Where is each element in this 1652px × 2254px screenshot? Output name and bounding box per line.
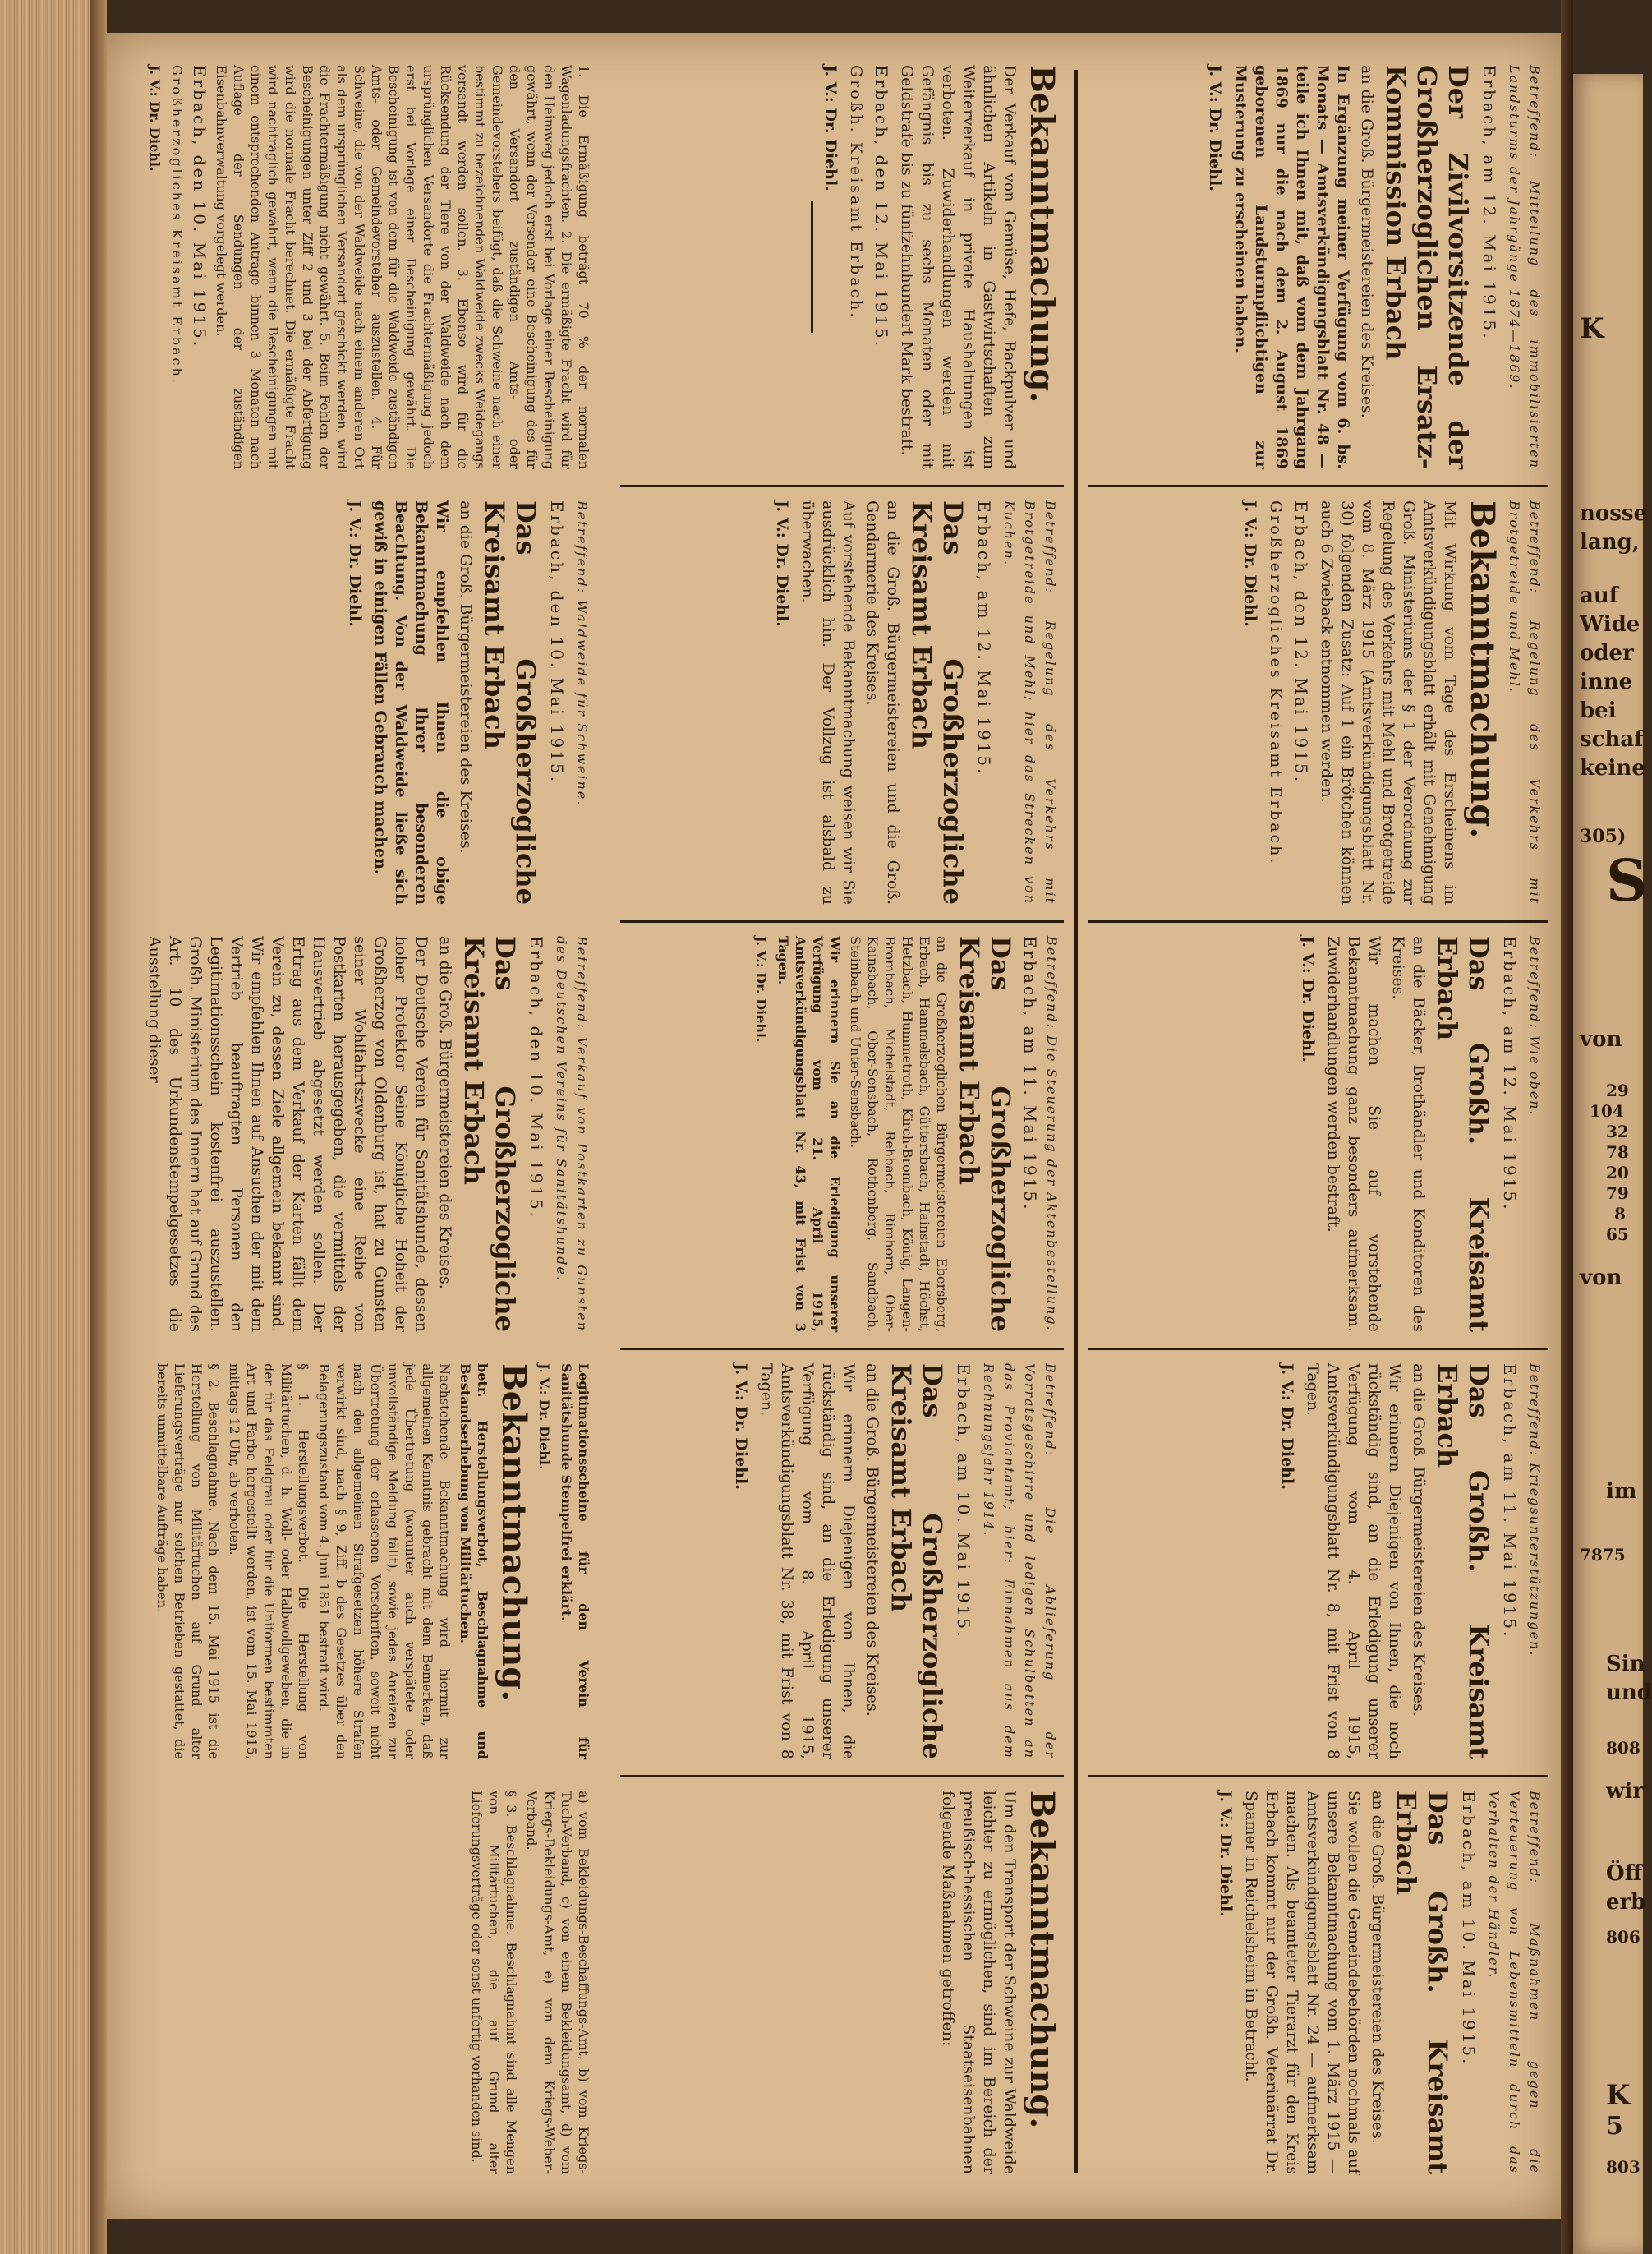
notice-baecker: [1291, 924, 1548, 1344]
place-date: Erbach, den 12. Mai 1915.: [1291, 500, 1311, 785]
column-rule: [1088, 920, 1548, 923]
notice-aktenbestellung: [746, 924, 1064, 1344]
page-fragment: 79: [1606, 1183, 1629, 1203]
page-fragment: 808: [1606, 1738, 1640, 1758]
page-seam: [1561, 0, 1573, 2254]
page-fragment: 8: [1614, 1204, 1626, 1224]
notice-heading: Bekanntmachung.: [1023, 1791, 1061, 2129]
list-text: a) vom Bekleidungs-Beschaffungs-Amt, b) vom Kriegs-Tuch-Verband, c) von einem Bekleidungsamt, d) vom Kriegs-Bekleidungs-Amt, e) von dem Kriegs-Weber-Verband.: [524, 1791, 591, 2174]
notice-heading: Das Großherzogliche Kreisamt Erbach: [458, 936, 521, 1332]
page-fragment: erb: [1606, 1890, 1646, 1915]
betreff-text: Betreffend: Maßnahmen gegen die Verteuerung von Lebensmitteln durch das Verhalten der Händler.: [1486, 1791, 1543, 2174]
page-fragment: K: [1580, 312, 1604, 345]
notice-body: Auf vorstehende Bekanntmachung weisen wir Sie ausdrücklich hin. Der Vollzug ist alsbald zu überwachen.: [798, 500, 858, 905]
place-date: Erbach, am 11. Mai 1915.: [1020, 936, 1040, 1212]
notice-body: Der Verkauf von Gemüse, Hefe, Backpulver und ähnlichen Artikeln in Gastwirtschaften zum Weiterverkauf in private Haushaltungen ist verboten. Zuwiderhandlungen werden mit Gefängnis bis zu sechs Monaten oder mit Geldstrafe bis zu fünfzehnhundert Mark bestraft.: [898, 65, 1019, 469]
notice-heading: Bekanntmachung.: [1463, 500, 1502, 839]
notice-body: Sie wollen die Gemeindebehörden nochmals auf unsere Bekanntmachung vom 1. März 1915 — Amtsverkündigungsblatt Nr. 24 — aufmerksam machen. Als beamteter Tierarzt für den Kreis Erbach kommt nur der Großh. Veterinärrat Dr. Spamer in Reichelsheim in Betracht.: [1242, 1791, 1363, 2174]
middle-band: [612, 53, 1072, 2190]
bottom-band: [144, 53, 604, 2190]
notice-body: Der Deutsche Verein für Sanitätshunde, dessen hoher Protektor Seine Königliche Hoheit der Großherzog von Oldenburg ist, hat zu Gunsten seiner Wohlfahrtszwecke eine Reihe von Postkarten herausgegeben, die vermittels der Hausvertrieb abgesetzt werden sollen. Der Ertrag aus dem Verkauf der Karten fällt dem Verein zu, dessen Ziele allgemein bekannt sind. Wir empfehlen Ihnen auf Ansuchen der mit dem Vertrieb beauftragten Personen den Legitimationsschein kostenfrei auszustellen. Großh. Ministerium des Innern hat auf Grund des Art. 10 des Urkundenstempelgesetzes die Ausstellung dieser: [145, 936, 430, 1332]
notice-sanitaetshunde: [137, 924, 596, 1344]
betreff-text: Betreffend: Die Ablieferung der Vorratsgeschirre und ledigen Schulbetten an das Proviantamt; hier: Einnahmen aus dem Rechnungsjahr 1914.: [981, 1363, 1058, 1759]
notice-body: Wir erinnern Sie an die Erledigung unserer Verfügung vom 21. April 1915, Amtsverkündigungsblatt Nr. 43, mit Frist von 3 Tagen.: [775, 936, 843, 1332]
page-fragment: wir: [1606, 1779, 1644, 1804]
notice-heading: Das Großherzogliche Kreisamt Erbach: [479, 500, 541, 905]
place-date: Erbach, den 10. Mai 1915.: [527, 936, 546, 1220]
signature: J. V.: Dr. Diehl.: [536, 1363, 552, 1470]
page-fragment: und: [1606, 1680, 1652, 1705]
notice-body: Um den Transport der Schweine zur Waldweide leichter zu ermöglichen, sind im Bereich der preußisch-hessischen Staatseisenbahnen folgende Maßnahmen getroffen:: [939, 1791, 1019, 2174]
notice-militaertuche-cont: [462, 1779, 596, 2186]
page-fragment: 806: [1606, 1927, 1640, 1947]
notice-heading: Bekanntmachung.: [1023, 65, 1061, 403]
signature: J. V.: Dr. Diehl.: [1217, 1791, 1235, 1917]
addressee: an die Groß. Bürgermeistereien des Kreises.: [1358, 65, 1376, 418]
addressee: an die Groß. Bürgermeistereien des Kreises.: [1369, 1791, 1387, 2144]
page-fragment: 5: [1606, 2112, 1623, 2141]
notice-landsturm: [1198, 53, 1548, 481]
addressee: an die Groß. Bürgermeistereien und die Groß. Gendarmerie des Kreises.: [863, 500, 902, 905]
betreff-text: Betreffend: Mitteilung des immobilisierten Landsturms der Jahrgänge 1874—1869.: [1507, 65, 1543, 469]
notice-body: Mit Wirkung vom Tage des Erscheinens im Amtsverkündigungsblatt erhält mit Genehmigung Groß. Ministeriums der § 1 der Verordnung zur Regelung des Verkehrs mit Mehl und Brotgetreide vom 8. März 1915 (Amtsverkündigungsblatt Nr. 30) folgenden Zusatz: Auf 1 ein Brötchen können auch 6 Zwieback entnommen werden.: [1318, 500, 1459, 905]
page-fragment: Sin: [1606, 1652, 1645, 1676]
addressee: an die Groß. Bürgermeistereien des Kreises.: [1410, 1363, 1428, 1717]
notice-body: Wir machen Sie auf vorstehende Bekanntmachung ganz besonders aufmerksam. Zuwiderhandlungen werden bestraft.: [1324, 936, 1383, 1332]
page-fragment: 7875: [1580, 1545, 1626, 1565]
signature: J. V.: Dr. Diehl.: [753, 936, 769, 1043]
notice-militaertuche: [147, 1352, 596, 1771]
short-divider: [811, 201, 813, 333]
notice-heading: Das Großherzogliche Kreisamt Erbach: [906, 500, 969, 905]
notice-frachtermaessigung: [140, 53, 596, 481]
page-fragment: schaf: [1580, 727, 1644, 752]
page-fragment: oder: [1580, 641, 1634, 666]
page-fragment: S: [1606, 846, 1648, 915]
place-date: Erbach, am 12. Mai 1915.: [1479, 65, 1499, 341]
page-fragment: bei: [1580, 698, 1617, 723]
book-page-edges: [0, 0, 90, 2254]
column-rule: [620, 1775, 1064, 1777]
addressee: an die Bäcker, Brothändler und Konditoren des Kreises.: [1389, 936, 1428, 1332]
place-date: Erbach, am 11. Mai 1915.: [1500, 1363, 1520, 1639]
notice-vorratsgeschirre: [724, 1352, 1064, 1771]
column-rule: [620, 1348, 1064, 1350]
adjacent-page: [1573, 74, 1652, 2254]
signature: J. V.: Dr. Diehl.: [346, 500, 364, 627]
page-fragment: von: [1580, 1265, 1622, 1290]
notice-heading: Der Zivilvorsitzende der Großherzoglichen Ersatz-Kommission Erbach: [1380, 65, 1474, 469]
column-rule: [1088, 1775, 1548, 1777]
newspaper-page: [107, 33, 1561, 2219]
place-date: Erbach, den 12. Mai 1915.: [872, 65, 891, 349]
signature: J. V.: Dr. Diehl.: [147, 65, 163, 172]
notice-waldweide: [338, 489, 596, 916]
book-gutter: [90, 0, 107, 2254]
betreff-text: Betreffend: Waldweide für Schweine.: [574, 500, 590, 807]
page-fragment: 803: [1606, 2157, 1640, 2177]
betreff-text: Betreffend: Regelung des Verkehrs mit Brotgetreide und Mehl.: [1507, 500, 1543, 905]
column-rule: [620, 920, 1064, 923]
notice-body: Wir erinnern Diejenigen von Ihnen, die rückständig sind, an die Erledigung unserer Verfügung vom 8. April 1915, Amtsverkündigungsblatt Nr. 38, mit Frist von 8 Tagen.: [757, 1363, 858, 1759]
page-fragment: im: [1606, 1479, 1637, 1504]
addressee: an die Groß. Bürgermeistereien des Kreises.: [863, 1363, 881, 1717]
paragraph-3: § 3. Beschlagnahme. Beschlagnahmt sind alle Mengen von Militärtuchen, die auf Grund alter Lieferungsverträge oder sonst unfertig vorhanden sind.: [469, 1791, 519, 2174]
notice-kuchen: [765, 489, 1064, 916]
column-rule: [1088, 485, 1548, 487]
top-band: [1080, 53, 1557, 2190]
paragraph-1: § 1. Herstellungsverbot. Die Herstellung von Militärtuchen, d. h. Woll- oder Halbwollgeweben, die in der für das Feldgrau oder für die Uniformen bestimmten Art und Farbe hergestellt werden, ist vom 15. Mai 1915, mittags 12 Uhr, ab verboten.: [227, 1363, 311, 1759]
page-fragment: K: [1606, 2079, 1631, 2112]
betreff-text: Betreffend: Regelung des Verkehrs mit Brotgetreide und Mehl; hier das Strecken von Kuchen.: [1001, 500, 1058, 905]
notice-schweine-transport: [931, 1779, 1064, 2186]
page-fragment: lang,: [1580, 530, 1640, 555]
page-fragment: 20: [1606, 1163, 1629, 1182]
authority: Großherzogliches Kreisamt Erbach.: [169, 65, 185, 385]
betreff-text: Betreffend: Wie oben.: [1527, 936, 1543, 1117]
page-fragment: von: [1580, 1027, 1622, 1052]
authority: Großherzogliches Kreisamt Erbach.: [1267, 500, 1285, 866]
notice-kriegsunterstuetzung: [1270, 1352, 1548, 1771]
notice-body: Nachstehende Bekanntmachung wird hiermit zur allgemeinen Kenntnis gebracht mit dem Bemerken, daß jede Übertretung (worunter auch verspätete oder unvollständige Meldung fällt), sowie jedes Anreizen zur Übertretung der erlassenen Vorschriften, soweit nicht nach den allgemeinen Strafgesetzen höhere Strafen verwirkt sind, nach § 9, Ziff. b des Gesetzes über den Belagerungszustand vom 4. Juni 1851 bestraft wird.: [316, 1363, 453, 1759]
paragraph-2: § 2. Beschlagnahme. Nach dem 15. Mai 1915 ist die Herstellung von Militärtuchen auf Grund alter Lieferungsverträge nur solchen Betrieben gestattet, die bereits unmittelbare Aufträge haben.: [154, 1363, 222, 1759]
place-date: Erbach, den 10. Mai 1915.: [190, 65, 209, 349]
notice-heading: Das Großh. Kreisamt Erbach: [1432, 1363, 1494, 1759]
page-fragment: 65: [1606, 1224, 1629, 1244]
notice-heading: Das Großherzogliche Kreisamt Erbach: [886, 1363, 948, 1759]
betreff-text: Betreffend: Verkauf von Postkarten zu Gunsten des Deutschen Vereins für Sanitätshunde.: [554, 936, 590, 1332]
betreff-text: Betreffend: Die Steuerung der Aktenbestellung.: [1044, 936, 1060, 1332]
column-rule: [620, 485, 1064, 487]
page-fragment: 29: [1606, 1081, 1629, 1100]
band-gap: [606, 70, 610, 2173]
betreff-text: Betreffend: Kriegsunterstützungen.: [1527, 1363, 1543, 1657]
page-fragment: 78: [1606, 1142, 1629, 1162]
notice-heading: Das Großh. Kreisamt Erbach: [1432, 936, 1494, 1332]
notice-body: Wir erinnern Diejenigen von Ihnen, die noch rückständig sind, an die Erledigung unserer Verfügung vom 4. April 1915, Amtsverkündigungsblatt Nr. 8, mit Frist von 8 Tagen.: [1304, 1363, 1404, 1759]
page-fragment: inne: [1580, 670, 1633, 694]
notice-heading: Bekanntmachung.: [495, 1363, 533, 1702]
column-rule: [1088, 1348, 1548, 1350]
page-fragment: Öff: [1606, 1861, 1642, 1886]
page-fragment: 305): [1580, 826, 1627, 847]
band-divider: [1074, 70, 1078, 2173]
notice-heading: Das Großherzogliche Kreisamt Erbach: [954, 936, 1016, 1332]
page-fragment: Wide: [1580, 612, 1640, 637]
place-date: Erbach, am 12. Mai 1915.: [974, 500, 994, 777]
place-date: Erbach, am 10. Mai 1915.: [1459, 1791, 1479, 2067]
addressee: an die Groß. Bürgermeistereien des Kreises.: [457, 500, 475, 854]
page-fragment: nosse: [1580, 501, 1648, 526]
notice-gastwirtschaften: [801, 53, 1064, 481]
notice-subheading: betr. Herstellungsverbot, Beschlagnahme und Bestandserhebung von Militärtuchen.: [458, 1363, 490, 1759]
notice-body: Legitimationsscheine für den Verein für Sanitätshunde Stempelfrei erklärt.: [559, 1363, 591, 1759]
page-fragment: 104: [1590, 1101, 1624, 1121]
signature: J. V.: Dr. Diehl.: [1206, 65, 1224, 191]
place-date: Erbach, am 12. Mai 1915.: [1500, 936, 1520, 1212]
notice-items: 1. Die Ermäßigung beträgt 70 % der normalen Wagenladungsfrachten. 2. Die ermäßigte Fracht wird für den Heimweg jedoch erst bei Vorlage einer Bescheinigung gewährt, wenn der Versender eine Bescheinigung des für den Versandort zuständigen Amts- oder Gemeindevorstehers beifügt, daß die Schweine nach einer bestimmt zu bezeichnenden Waldweide zwecks Weidegangs versandt werden sollen. 3. Ebenso wird für die Rücksendung der Tiere von der Waldweide nach dem ursprünglichen Versandorte die Frachtermäßigung jedoch erst bei Vorlage einer Bescheinigung gewährt. Die Bescheinigung ist von dem für die Waldweide zuständigen Amts- oder Gemeindevorsteher auszustellen. 4. Für Schweine, die von der Waldweide nach einem anderen Ort als dem ursprünglichen Versandort geschickt werden, wird die Frachtermäßigung nicht gewährt. 5. Beim Fehlen der Bescheinigungen unter Ziff 2 und 3 bei der Abfertigung wird die normale Fracht berechnet. Die ermäßigte Fracht wird nachträglich gewährt, wenn die Bescheinigungen mit einem entsprechenden Antrage binnen 3 Monaten nach Auflage der Sendungen der zuständigen Eisenbahnverwaltung vorgelegt werden.: [214, 65, 591, 469]
notice-brotgetreide: [1233, 489, 1548, 916]
notice-heading: Das Großh. Kreisamt Erbach: [1391, 1791, 1453, 2174]
place-date: Erbach, am 10. Mai 1915.: [954, 1363, 973, 1639]
signature: J. V.: Dr. Diehl.: [732, 1363, 750, 1490]
signature: J. V.: Dr. Diehl.: [821, 65, 840, 191]
addressee: an die Großherzoglichen Bürgermeistereien Ebersberg, Erbach, Hammelsbach, Güttersbach, Hainstadt, Höchst, Hetzbach, Hummetroth, Kirch-Brombach, König, Langen-Brombach, Michelstadt, Rehbach, Rimhorn, Ober-Kainsbach, Ober-Sensbach, Rothenberg, Sandbach, Steinbach und Unter-Sensbach.: [848, 936, 950, 1332]
signature: J. V.: Dr. Diehl.: [773, 500, 791, 627]
notice-lebensmittel: [1208, 1779, 1548, 2186]
rotated-content: [144, 53, 1557, 2190]
signature: J. V.: Dr. Diehl.: [1278, 1363, 1296, 1490]
page-fragment: 32: [1606, 1122, 1629, 1141]
addressee: an die Groß. Bürgermeistereien des Kreises.: [436, 936, 454, 1289]
authority: Großh. Kreisamt Erbach.: [847, 65, 865, 320]
signature: J. V.: Dr. Diehl.: [1299, 936, 1317, 1062]
place-date: Erbach, den 10. Mai 1915.: [547, 500, 567, 785]
signature: J. V.: Dr. Diehl.: [1241, 500, 1259, 627]
notice-body: In Ergänzung meiner Verfügung vom 6. bs. Monats — Amtsverkündigungsblatt Nr. 48 — teile ich Ihnen mit, daß vom dem Jahrgang 1869 nur die nach dem 2. August 1869 geborenen Landsturmpflichtigen zur Musterung zu erscheinen haben.: [1231, 65, 1352, 469]
page-fragment: auf: [1580, 583, 1618, 608]
notice-body: Wir empfehlen Ihnen die obige Bekanntmachung Ihrer besonderen Beachtung. Von der Waldweide ließe sich gewiß in einigen Fällen Gebrauch machen.: [371, 500, 451, 905]
page-fragment: keine: [1580, 756, 1645, 781]
